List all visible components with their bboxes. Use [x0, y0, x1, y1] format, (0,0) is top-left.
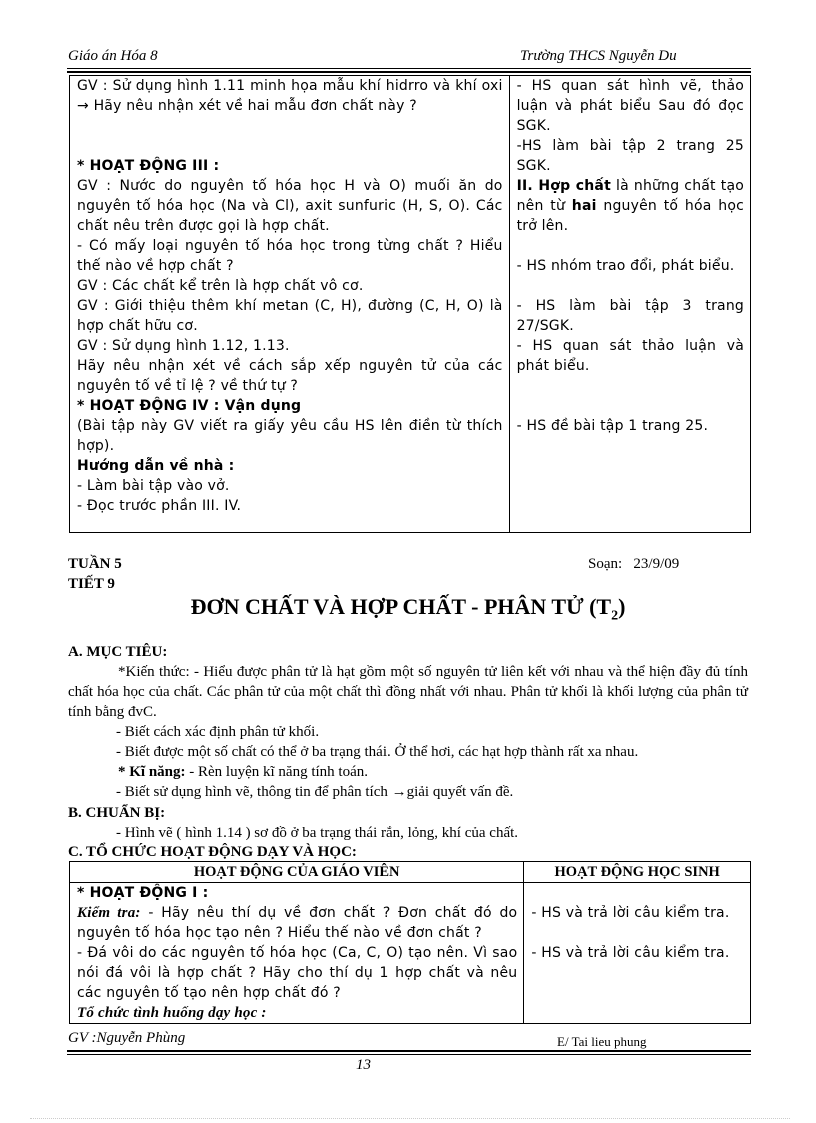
- section-c-heading: C. TỔ CHỨC HOẠT ĐỘNG DẠY VÀ HỌC:: [68, 844, 357, 860]
- check-question: [77, 903, 517, 943]
- student-answer: - HS và trả lời câu kiểm tra.: [531, 905, 730, 921]
- skills-line: [68, 762, 798, 782]
- compound-two: hai: [571, 198, 597, 214]
- section-a-heading: A. MỤC TIÊU:: [68, 644, 168, 660]
- item3-end: giải quyết vấn đề.: [406, 784, 514, 800]
- student-line: - HS đề bài tập 1 trang 25.: [516, 418, 709, 434]
- compound-term: II. Hợp chất: [516, 178, 611, 194]
- header-rule-thick: [67, 71, 751, 73]
- knowledge-paragraph: *Kiến thức: - Hiểu được phân tử là hạt gồm một số nguyên tử liên kết với nhau và thể hiện đầy đủ tính chất hóa học của chất. Các phân tử của một chất thì đồng nhất với nhau. Phân tử khối là khối lượng của phân tử tính bằng đvC.: [68, 664, 748, 720]
- teacher-line: GV : Sử dụng hình 1.12, 1.13.: [77, 338, 290, 354]
- skills-label: * Kĩ năng:: [118, 764, 186, 780]
- student-line: - HS quan sát hình vẽ, thảo luận và phát biểu Sau đó đọc SGK.: [516, 78, 744, 134]
- objective-item: - Biết cách xác định phân tử khối.: [116, 724, 320, 740]
- teacher-line: Hãy nêu nhận xét về cách sắp xếp nguyên tử của các nguyên tố về tỉ lệ ? về thứ tự ?: [77, 358, 503, 394]
- col-teacher-header: HOẠT ĐỘNG CỦA GIÁO VIÊN: [70, 862, 524, 883]
- activity-1-heading: * HOẠT ĐỘNG I :: [77, 885, 209, 901]
- header-school: Trường THCS Nguyễn Du: [520, 48, 677, 64]
- skills-text: - Rèn luyện kĩ năng tính toán.: [185, 764, 368, 780]
- footer-source: E/ Tai lieu phung: [557, 1034, 647, 1049]
- date-label: Soạn:: [588, 556, 623, 572]
- student-line: - HS làm bài tập 3 trang 27/SGK.: [516, 298, 744, 334]
- period-label: TIẾT 9: [68, 576, 115, 592]
- date-value: 23/9/09: [633, 556, 680, 572]
- student-line: - HS quan sát thảo luận và phát biểu.: [516, 338, 744, 374]
- title-text: ĐƠN CHẤT VÀ HỢP CHẤT - PHÂN TỬ (T: [190, 594, 612, 619]
- compound-def-text-end: nguyên tố hóa học trở lên.: [516, 198, 745, 234]
- teacher-line: (Bài tập này GV viết ra giấy yêu cầu HS lên điền từ thích hợp).: [77, 418, 503, 454]
- teacher-line: GV : Các chất kể trên là hợp chất vô cơ.: [77, 278, 364, 294]
- footer-teacher: GV :Nguyễn Phùng: [68, 1030, 186, 1046]
- objective-item: [68, 782, 796, 802]
- objective-item: - Biết được một số chất có thể ở ba trạng thái. Ở thể hơi, các hạt hợp thành rất xa nhau.: [116, 744, 639, 760]
- teacher-line: - Có mấy loại nguyên tố hóa học trong từng chất ? Hiểu thế nào về hợp chất ?: [77, 238, 503, 274]
- lesson-title: [0, 594, 816, 624]
- teacher-activity-cell: [70, 883, 524, 1024]
- activity-3-heading: * HOẠT ĐỘNG III :: [77, 158, 220, 174]
- activity-4-heading: * HOẠT ĐỘNG IV : Vận dụng: [77, 398, 302, 414]
- section-b-heading: B. CHUẨN BỊ:: [68, 805, 166, 821]
- teacher-line: - Làm bài tập vào vở.: [77, 478, 230, 494]
- homework-heading: Hướng dẫn về nhà :: [77, 458, 235, 474]
- arrow-icon: →: [391, 784, 407, 800]
- week-label: TUẦN 5: [68, 556, 122, 572]
- item3-text: - Biết sử dụng hình vẽ, thông tin để phân tích: [116, 784, 392, 800]
- question-2: - Đá vôi do các nguyên tố hóa học (Ca, C, O) tạo nên. Vì sao nói đá vôi là hợp chất ? Hãy cho thí dụ 1 hợp chất và nêu các nguyên tố tạo nên hợp chất đó ?: [77, 945, 518, 1001]
- student-line: - HS nhóm trao đổi, phát biểu.: [516, 258, 735, 274]
- prepare-date: [588, 556, 679, 573]
- check-label: Kiểm tra:: [77, 905, 141, 921]
- page-number: 13: [356, 1057, 371, 1073]
- title-close: ): [618, 594, 626, 619]
- student-line: -HS làm bài tập 2 trang 25 SGK.: [516, 138, 744, 174]
- compound-def-text: là những chất tạo nên từ: [516, 178, 744, 214]
- header-subject: Giáo án Hóa 8: [68, 48, 158, 64]
- preparation-item: - Hình vẽ ( hình 1.14 ) sơ đồ ở ba trạng thái rắn, lỏng, khí của chất.: [116, 825, 519, 841]
- student-activity-cell: [509, 76, 750, 533]
- activity-table-continued: [69, 75, 751, 533]
- teacher-line: GV : Sử dụng hình 1.11 minh họa mẫu khí hidrro và khí oxi → Hãy nêu nhận xét về hai mẫu đơn chất này ?: [77, 78, 503, 114]
- check-text: - Hãy nêu thí dụ về đơn chất ? Đơn chất đó do nguyên tố hóa học tạo nên ? Hiểu thế nào về đơn chất ?: [77, 905, 518, 941]
- teacher-line: GV : Giới thiệu thêm khí metan (C, H), đường (C, H, O) là hợp chất hữu cơ.: [77, 298, 503, 334]
- activity-table: [69, 861, 751, 1024]
- student-activity-cell: [524, 883, 751, 1024]
- teacher-line: GV : Nước do nguyên tố hóa học H và O) muối ăn do nguyên tố hóa học (Na và Cl), axit sunfuric (H, S, O). Các chất nêu trên được gọi là hợp chất.: [77, 178, 503, 234]
- student-answer: - HS và trả lời câu kiểm tra.: [531, 945, 730, 961]
- col-student-header: HOẠT ĐỘNG HỌC SINH: [524, 862, 751, 883]
- footer-rule: [67, 1054, 751, 1055]
- title-subscript: 2: [611, 608, 619, 624]
- teacher-activity-cell: [70, 76, 510, 533]
- situation-heading: Tổ chức tình huống dạy học :: [77, 1005, 267, 1021]
- header-rule: [67, 68, 751, 69]
- footer-rule-thick: [67, 1050, 751, 1052]
- page-edge: [30, 1118, 790, 1119]
- teacher-line: - Đọc trước phần III. IV.: [77, 498, 242, 514]
- compound-definition: [517, 176, 744, 236]
